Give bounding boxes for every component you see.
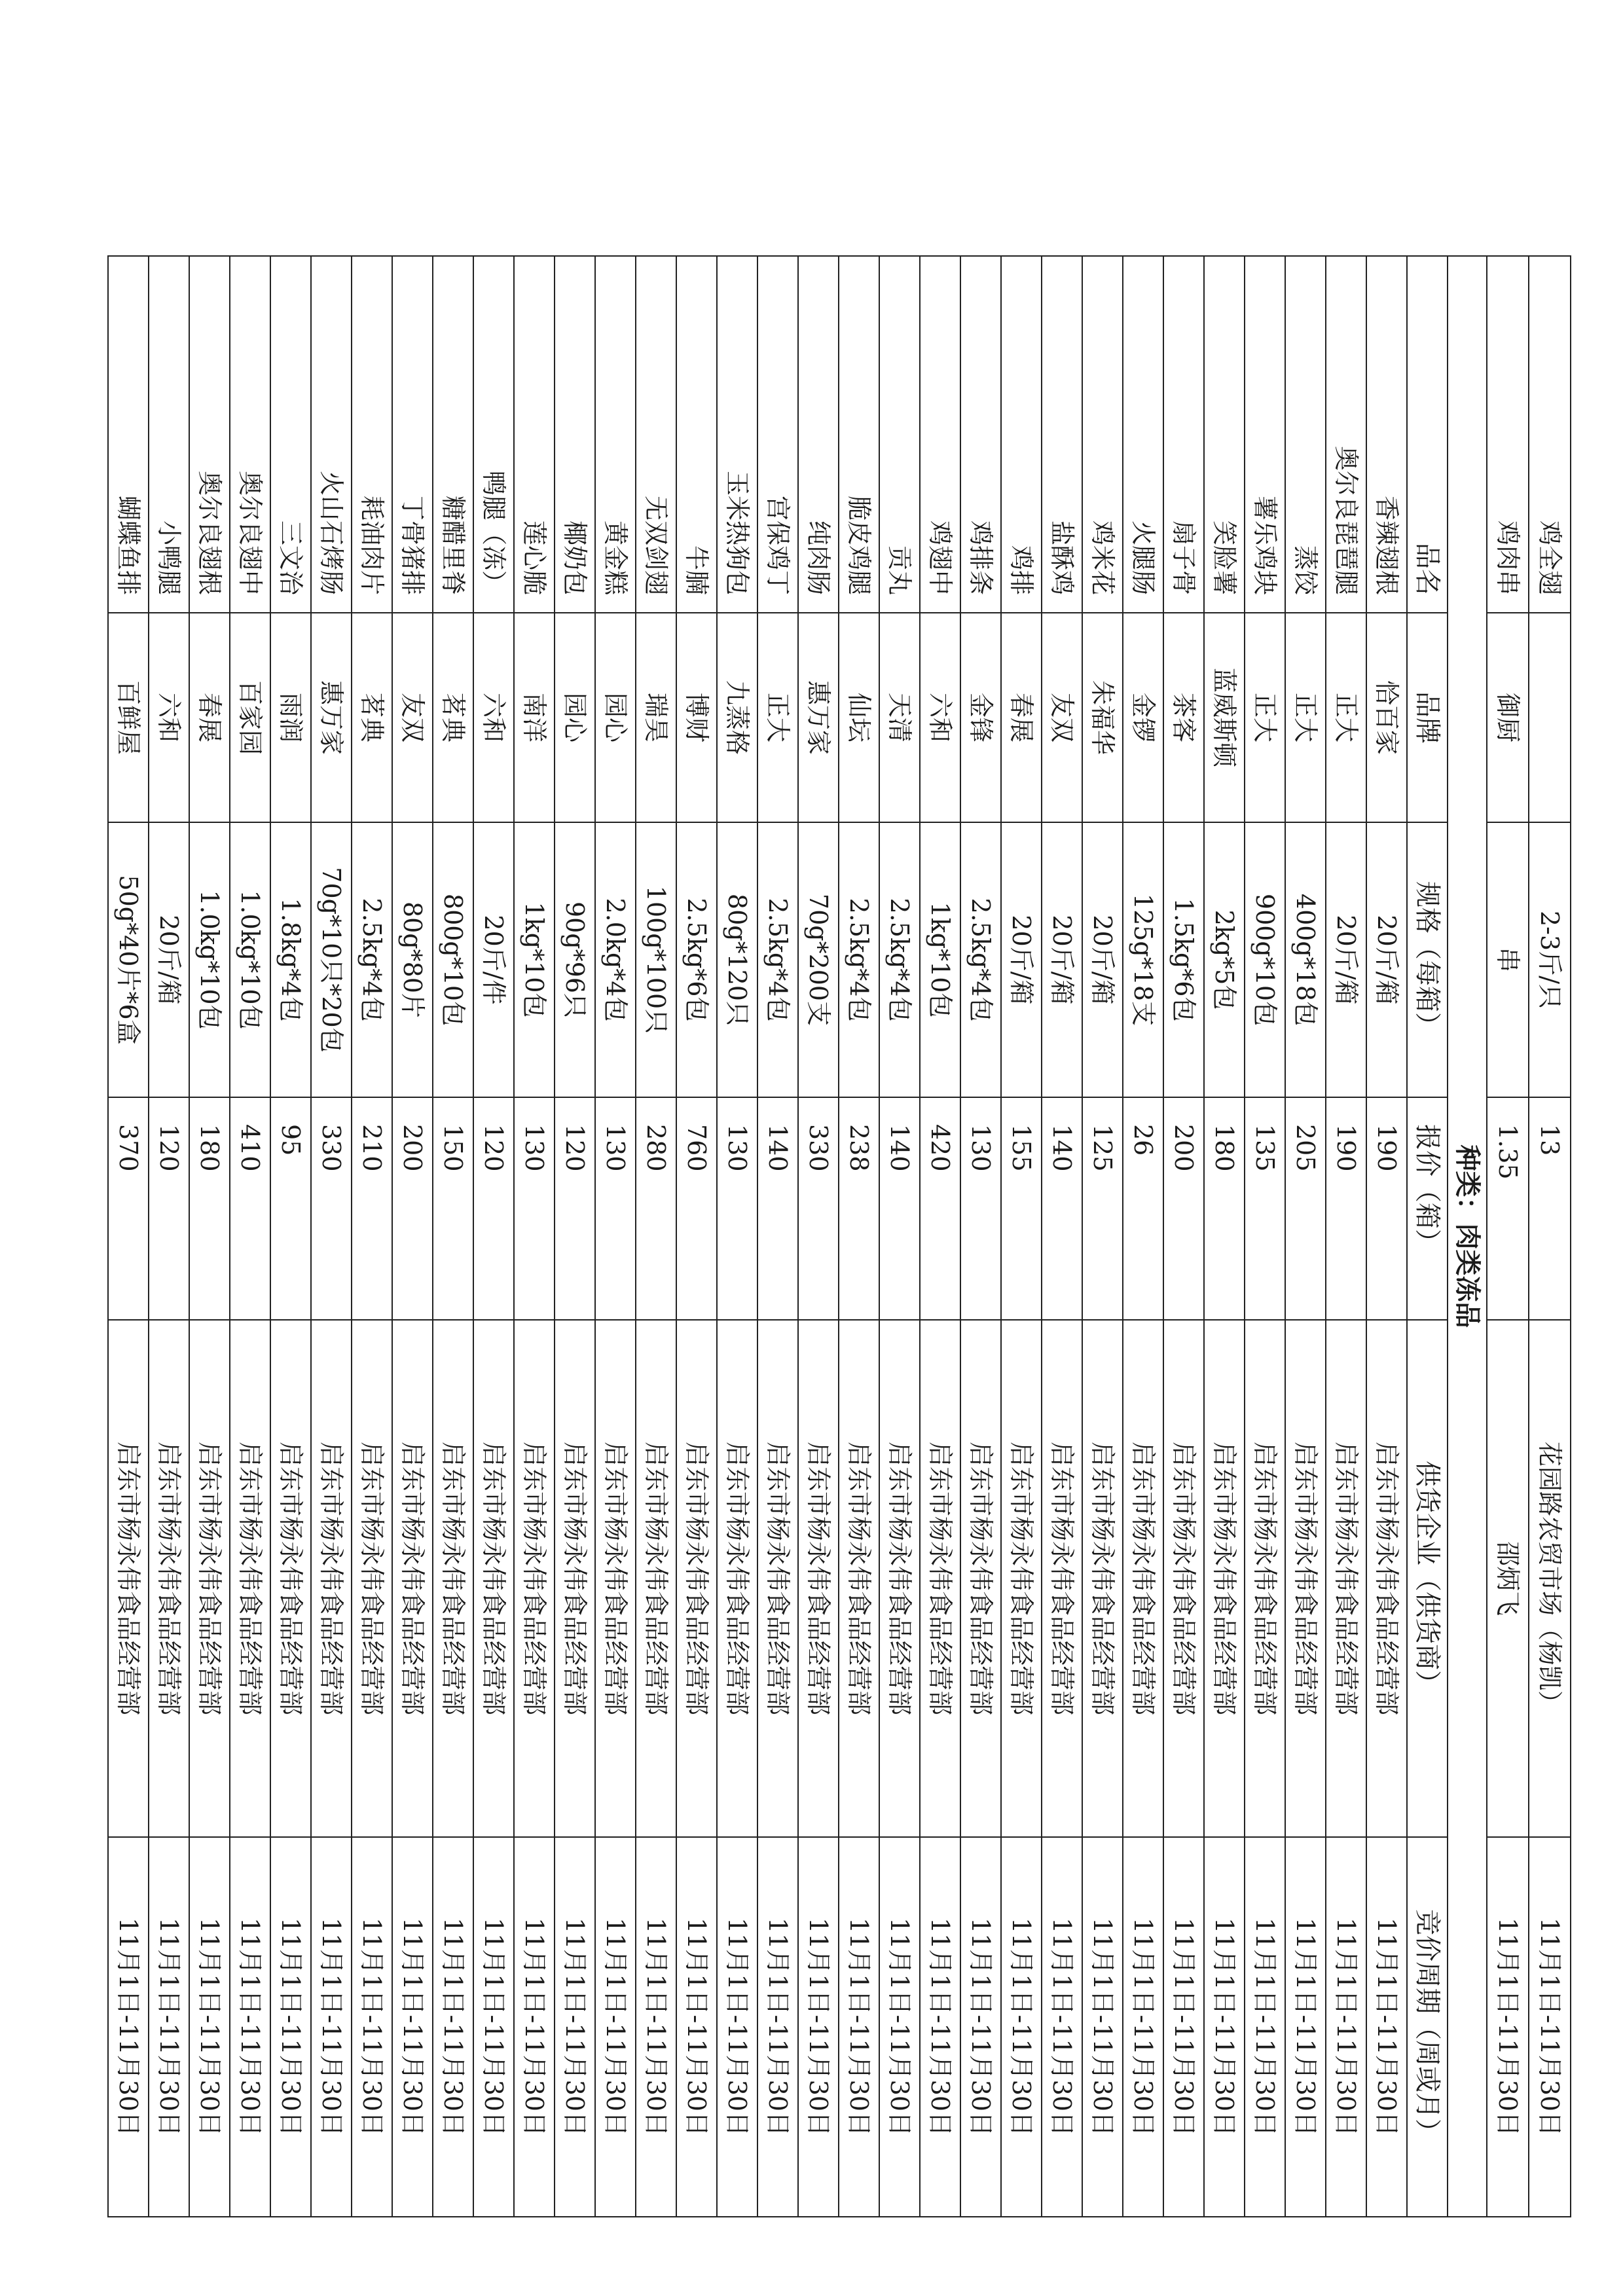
item-brand: 百家园 [230, 613, 270, 822]
item-brand: 春展 [189, 613, 230, 822]
item-price: 410 [230, 1097, 270, 1320]
item-supplier: 启东市杨永伟食品经营部 [960, 1320, 1001, 1837]
item-spec: 20斤/箱 [1082, 822, 1123, 1097]
item-period: 11月1日-11月30日 [1204, 1837, 1245, 2217]
header-name: 品名 [1407, 256, 1448, 613]
item-brand: 茗典 [352, 613, 392, 822]
item-name: 鸭腿（冻） [473, 256, 514, 613]
item-spec: 900g*10包 [1245, 822, 1285, 1097]
item-brand: 茗典 [433, 613, 473, 822]
item-spec: 1.0kg*10包 [230, 822, 270, 1097]
table-row [1163, 256, 1204, 2217]
item-spec: 20斤/箱 [1042, 822, 1082, 1097]
table-row [1123, 256, 1163, 2217]
item-name: 蒸饺 [1285, 256, 1326, 613]
table-row [1245, 256, 1285, 2217]
item-period: 11月1日-11月30日 [149, 1837, 189, 2217]
item-price: 200 [1163, 1097, 1204, 1320]
item-supplier: 启东市杨永伟食品经营部 [189, 1320, 230, 1837]
item-supplier: 启东市杨永伟食品经营部 [1366, 1320, 1407, 1837]
item-name: 黄金糕 [595, 256, 636, 613]
item-price: 130 [717, 1097, 757, 1320]
item-name: 贡丸 [879, 256, 920, 613]
table-row [514, 256, 555, 2217]
item-supplier: 启东市杨永伟食品经营部 [473, 1320, 514, 1837]
item-price: 180 [189, 1097, 230, 1320]
item-brand: 金锣 [1123, 613, 1163, 822]
item-name: 奥尔良琵琶腿 [1326, 256, 1366, 613]
item-supplier: 邵炳飞 [1487, 1320, 1529, 1837]
item-period: 11月1日-11月30日 [311, 1837, 352, 2217]
item-name: 牛腩 [676, 256, 717, 613]
item-brand: 雨润 [270, 613, 311, 822]
item-brand: 春展 [1001, 613, 1042, 822]
item-brand: 六和 [473, 613, 514, 822]
item-price: 330 [311, 1097, 352, 1320]
item-name: 奥尔良翅中 [230, 256, 270, 613]
item-supplier: 启东市杨永伟食品经营部 [149, 1320, 189, 1837]
item-name: 纯肉肠 [798, 256, 839, 613]
table-row [108, 256, 149, 2217]
item-period: 11月1日-11月30日 [1042, 1837, 1082, 2217]
item-price: 125 [1082, 1097, 1123, 1320]
item-supplier: 启东市杨永伟食品经营部 [352, 1320, 392, 1837]
item-period: 11月1日-11月30日 [636, 1837, 676, 2217]
item-price: 150 [433, 1097, 473, 1320]
item-brand: 朱福华 [1082, 613, 1123, 822]
item-spec: 2-3斤/只 [1529, 822, 1571, 1097]
table-row [1285, 256, 1326, 2217]
table-row [757, 256, 798, 2217]
item-name: 鸡排条 [960, 256, 1001, 613]
item-name: 耗油肉片 [352, 256, 392, 613]
item-price: 205 [1285, 1097, 1326, 1320]
item-price: 200 [392, 1097, 433, 1320]
item-supplier: 启东市杨永伟食品经营部 [636, 1320, 676, 1837]
item-price: 13 [1529, 1097, 1571, 1320]
item-period: 11月1日-11月30日 [230, 1837, 270, 2217]
item-brand: 天清 [879, 613, 920, 822]
item-spec: 80g*120只 [717, 822, 757, 1097]
table-row [230, 256, 270, 2217]
item-spec: 串 [1487, 822, 1529, 1097]
table-row [1204, 256, 1245, 2217]
item-price: 95 [270, 1097, 311, 1320]
table-row [1366, 256, 1407, 2217]
item-price: 130 [960, 1097, 1001, 1320]
item-name: 奥尔良翅根 [189, 256, 230, 613]
item-period: 11月1日-11月30日 [555, 1837, 595, 2217]
item-price: 140 [879, 1097, 920, 1320]
item-spec: 70g*10只*20包 [311, 822, 352, 1097]
item-supplier: 启东市杨永伟食品经营部 [1245, 1320, 1285, 1837]
item-name: 糖醋里脊 [433, 256, 473, 613]
item-name: 扇子骨 [1163, 256, 1204, 613]
item-spec: 125g*18支 [1123, 822, 1163, 1097]
item-price: 370 [108, 1097, 149, 1320]
item-brand: 御厨 [1487, 613, 1529, 822]
item-supplier: 启东市杨永伟食品经营部 [1123, 1320, 1163, 1837]
item-name: 三文治 [270, 256, 311, 613]
item-price: 280 [636, 1097, 676, 1320]
table-row [717, 256, 757, 2217]
item-spec: 70g*200支 [798, 822, 839, 1097]
item-price: 180 [1204, 1097, 1245, 1320]
item-brand: 正大 [1245, 613, 1285, 822]
table-row [839, 256, 879, 2217]
item-spec: 2.5kg*4包 [839, 822, 879, 1097]
table-row [270, 256, 311, 2217]
table-row [311, 256, 352, 2217]
item-name: 盐酥鸡 [1042, 256, 1082, 613]
item-name: 无双剑翅 [636, 256, 676, 613]
item-brand: 园心 [595, 613, 636, 822]
rotated-price-table-sheet [52, 255, 1571, 2216]
item-period: 11月1日-11月30日 [270, 1837, 311, 2217]
item-supplier: 启东市杨永伟食品经营部 [311, 1320, 352, 1837]
table-row [392, 256, 433, 2217]
item-price: 130 [595, 1097, 636, 1320]
item-spec: 1kg*10包 [514, 822, 555, 1097]
item-price: 420 [920, 1097, 960, 1320]
item-period: 11月1日-11月30日 [473, 1837, 514, 2217]
item-brand: 惠万家 [798, 613, 839, 822]
item-name: 蝴蝶鱼排 [108, 256, 149, 613]
table-row [920, 256, 960, 2217]
item-name: 香辣翅根 [1366, 256, 1407, 613]
table-row [352, 256, 392, 2217]
item-price: 135 [1245, 1097, 1285, 1320]
item-spec: 100g*100只 [636, 822, 676, 1097]
header-spec: 规格（每箱） [1407, 822, 1448, 1097]
table-row [1082, 256, 1123, 2217]
item-brand: 友双 [392, 613, 433, 822]
item-spec: 800g*10包 [433, 822, 473, 1097]
item-price: 760 [676, 1097, 717, 1320]
item-supplier: 启东市杨永伟食品经营部 [1163, 1320, 1204, 1837]
item-period: 11月1日-11月30日 [1245, 1837, 1285, 2217]
table-row [473, 256, 514, 2217]
item-period: 11月1日-11月30日 [798, 1837, 839, 2217]
item-period: 11月1日-11月30日 [676, 1837, 717, 2217]
table-row [189, 256, 230, 2217]
table-row [636, 256, 676, 2217]
item-brand: 蓝威斯顿 [1204, 613, 1245, 822]
item-price: 140 [757, 1097, 798, 1320]
item-period: 11月1日-11月30日 [960, 1837, 1001, 2217]
item-period: 11月1日-11月30日 [392, 1837, 433, 2217]
item-brand: 金锋 [960, 613, 1001, 822]
item-period: 11月1日-11月30日 [595, 1837, 636, 2217]
header-price: 报价（箱） [1407, 1097, 1448, 1320]
item-period: 11月1日-11月30日 [514, 1837, 555, 2217]
table-row [879, 256, 920, 2217]
prev-row-0 [1529, 256, 1571, 2217]
item-period: 11月1日-11月30日 [108, 1837, 149, 2217]
item-spec: 2.0kg*4包 [595, 822, 636, 1097]
item-name: 鸡翅中 [920, 256, 960, 613]
item-period: 11月1日-11月30日 [1487, 1837, 1529, 2217]
item-supplier: 启东市杨永伟食品经营部 [676, 1320, 717, 1837]
item-name: 丁骨猪排 [392, 256, 433, 613]
table-row [798, 256, 839, 2217]
item-supplier: 启东市杨永伟食品经营部 [717, 1320, 757, 1837]
table-row [676, 256, 717, 2217]
item-brand: 友双 [1042, 613, 1082, 822]
item-name: 火山石烤肠 [311, 256, 352, 613]
item-spec: 2.5kg*4包 [879, 822, 920, 1097]
item-brand: 园心 [555, 613, 595, 822]
item-spec: 2.5kg*6包 [676, 822, 717, 1097]
prev-row-1 [1487, 256, 1529, 2217]
item-period: 11月1日-11月30日 [879, 1837, 920, 2217]
item-price: 210 [352, 1097, 392, 1320]
item-price: 140 [1042, 1097, 1082, 1320]
table-row [1042, 256, 1082, 2217]
item-supplier: 启东市杨永伟食品经营部 [1326, 1320, 1366, 1837]
item-spec: 90g*96只 [555, 822, 595, 1097]
item-spec: 2.5kg*4包 [352, 822, 392, 1097]
item-price: 1.35 [1487, 1097, 1529, 1320]
item-brand: 瑞昊 [636, 613, 676, 822]
item-name: 火腿肠 [1123, 256, 1163, 613]
table-row [595, 256, 636, 2217]
item-period: 11月1日-11月30日 [1082, 1837, 1123, 2217]
item-supplier: 启东市杨永伟食品经营部 [392, 1320, 433, 1837]
item-period: 11月1日-11月30日 [757, 1837, 798, 2217]
table-row [1001, 256, 1042, 2217]
item-supplier: 启东市杨永伟食品经营部 [1285, 1320, 1326, 1837]
item-name: 鸡肉串 [1487, 256, 1529, 613]
item-spec: 1.5kg*6包 [1163, 822, 1204, 1097]
header-row [1407, 256, 1448, 2217]
item-supplier: 启东市杨永伟食品经营部 [1204, 1320, 1245, 1837]
item-period: 11月1日-11月30日 [1123, 1837, 1163, 2217]
category-label: 种类：肉类冻品 [1448, 256, 1487, 2217]
item-name: 鸡米花 [1082, 256, 1123, 613]
item-name: 笑脸薯 [1204, 256, 1245, 613]
item-name: 鸡全翅 [1529, 256, 1571, 613]
item-spec: 20斤/箱 [1366, 822, 1407, 1097]
item-brand: 正大 [757, 613, 798, 822]
item-supplier: 启东市杨永伟食品经营部 [108, 1320, 149, 1837]
item-spec: 2.5kg*4包 [960, 822, 1001, 1097]
item-supplier: 花园路农贸市场（杨凯） [1529, 1320, 1571, 1837]
item-supplier: 启东市杨永伟食品经营部 [514, 1320, 555, 1837]
item-period: 11月1日-11月30日 [1529, 1837, 1571, 2217]
item-supplier: 启东市杨永伟食品经营部 [555, 1320, 595, 1837]
item-period: 11月1日-11月30日 [1326, 1837, 1366, 2217]
header-brand: 品牌 [1407, 613, 1448, 822]
item-spec: 2kg*5包 [1204, 822, 1245, 1097]
item-period: 11月1日-11月30日 [839, 1837, 879, 2217]
item-name: 宫保鸡丁 [757, 256, 798, 613]
item-name: 玉米热狗包 [717, 256, 757, 613]
table-row [149, 256, 189, 2217]
item-period: 11月1日-11月30日 [352, 1837, 392, 2217]
item-supplier: 启东市杨永伟食品经营部 [879, 1320, 920, 1837]
item-brand: 博财 [676, 613, 717, 822]
item-supplier: 启东市杨永伟食品经营部 [595, 1320, 636, 1837]
category-row [1448, 256, 1487, 2217]
item-period: 11月1日-11月30日 [1366, 1837, 1407, 2217]
item-name: 小鸭腿 [149, 256, 189, 613]
item-period: 11月1日-11月30日 [920, 1837, 960, 2217]
item-supplier: 启东市杨永伟食品经营部 [1082, 1320, 1123, 1837]
item-price: 130 [514, 1097, 555, 1320]
item-spec: 80g*80片 [392, 822, 433, 1097]
item-period: 11月1日-11月30日 [1001, 1837, 1042, 2217]
item-brand [1529, 613, 1571, 822]
item-spec: 50g*40片*6盒 [108, 822, 149, 1097]
item-spec: 20斤/箱 [149, 822, 189, 1097]
header-supplier: 供货企业（供货商） [1407, 1320, 1448, 1837]
item-price: 330 [798, 1097, 839, 1320]
item-supplier: 启东市杨永伟食品经营部 [757, 1320, 798, 1837]
item-supplier: 启东市杨永伟食品经营部 [230, 1320, 270, 1837]
table-row [555, 256, 595, 2217]
item-name: 鸡排 [1001, 256, 1042, 613]
item-brand: 恰百家 [1366, 613, 1407, 822]
table-row [960, 256, 1001, 2217]
item-brand: 茶客 [1163, 613, 1204, 822]
item-spec: 20斤/件 [473, 822, 514, 1097]
item-period: 11月1日-11月30日 [1285, 1837, 1326, 2217]
item-price: 26 [1123, 1097, 1163, 1320]
price-table [107, 255, 1571, 2217]
item-supplier: 启东市杨永伟食品经营部 [1042, 1320, 1082, 1837]
item-spec: 1.0kg*10包 [189, 822, 230, 1097]
item-supplier: 启东市杨永伟食品经营部 [270, 1320, 311, 1837]
item-period: 11月1日-11月30日 [717, 1837, 757, 2217]
item-brand: 百鲜屋 [108, 613, 149, 822]
item-price: 120 [555, 1097, 595, 1320]
item-supplier: 启东市杨永伟食品经营部 [839, 1320, 879, 1837]
item-spec: 20斤/箱 [1326, 822, 1366, 1097]
item-brand: 九蒸格 [717, 613, 757, 822]
item-name: 脆皮鸡腿 [839, 256, 879, 613]
item-period: 11月1日-11月30日 [1163, 1837, 1204, 2217]
item-price: 120 [473, 1097, 514, 1320]
item-brand: 六和 [920, 613, 960, 822]
item-brand: 六和 [149, 613, 189, 822]
item-price: 190 [1366, 1097, 1407, 1320]
item-spec: 1.8kg*4包 [270, 822, 311, 1097]
table-row [1326, 256, 1366, 2217]
item-period: 11月1日-11月30日 [433, 1837, 473, 2217]
item-name: 薯乐鸡块 [1245, 256, 1285, 613]
item-supplier: 启东市杨永伟食品经营部 [1001, 1320, 1042, 1837]
header-period: 竞价周期（周或月） [1407, 1837, 1448, 2217]
item-price: 155 [1001, 1097, 1042, 1320]
item-name: 椰奶包 [555, 256, 595, 613]
table-row [433, 256, 473, 2217]
item-spec: 20斤/箱 [1001, 822, 1042, 1097]
item-name: 莲心脆 [514, 256, 555, 613]
item-price: 120 [149, 1097, 189, 1320]
item-brand: 正大 [1326, 613, 1366, 822]
item-brand: 仙坛 [839, 613, 879, 822]
item-supplier: 启东市杨永伟食品经营部 [920, 1320, 960, 1837]
item-spec: 400g*18包 [1285, 822, 1326, 1097]
item-brand: 惠万家 [311, 613, 352, 822]
item-price: 190 [1326, 1097, 1366, 1320]
item-spec: 2.5kg*4包 [757, 822, 798, 1097]
item-supplier: 启东市杨永伟食品经营部 [798, 1320, 839, 1837]
item-brand: 南洋 [514, 613, 555, 822]
item-price: 238 [839, 1097, 879, 1320]
item-spec: 1kg*10包 [920, 822, 960, 1097]
item-brand: 正大 [1285, 613, 1326, 822]
item-supplier: 启东市杨永伟食品经营部 [433, 1320, 473, 1837]
item-period: 11月1日-11月30日 [189, 1837, 230, 2217]
